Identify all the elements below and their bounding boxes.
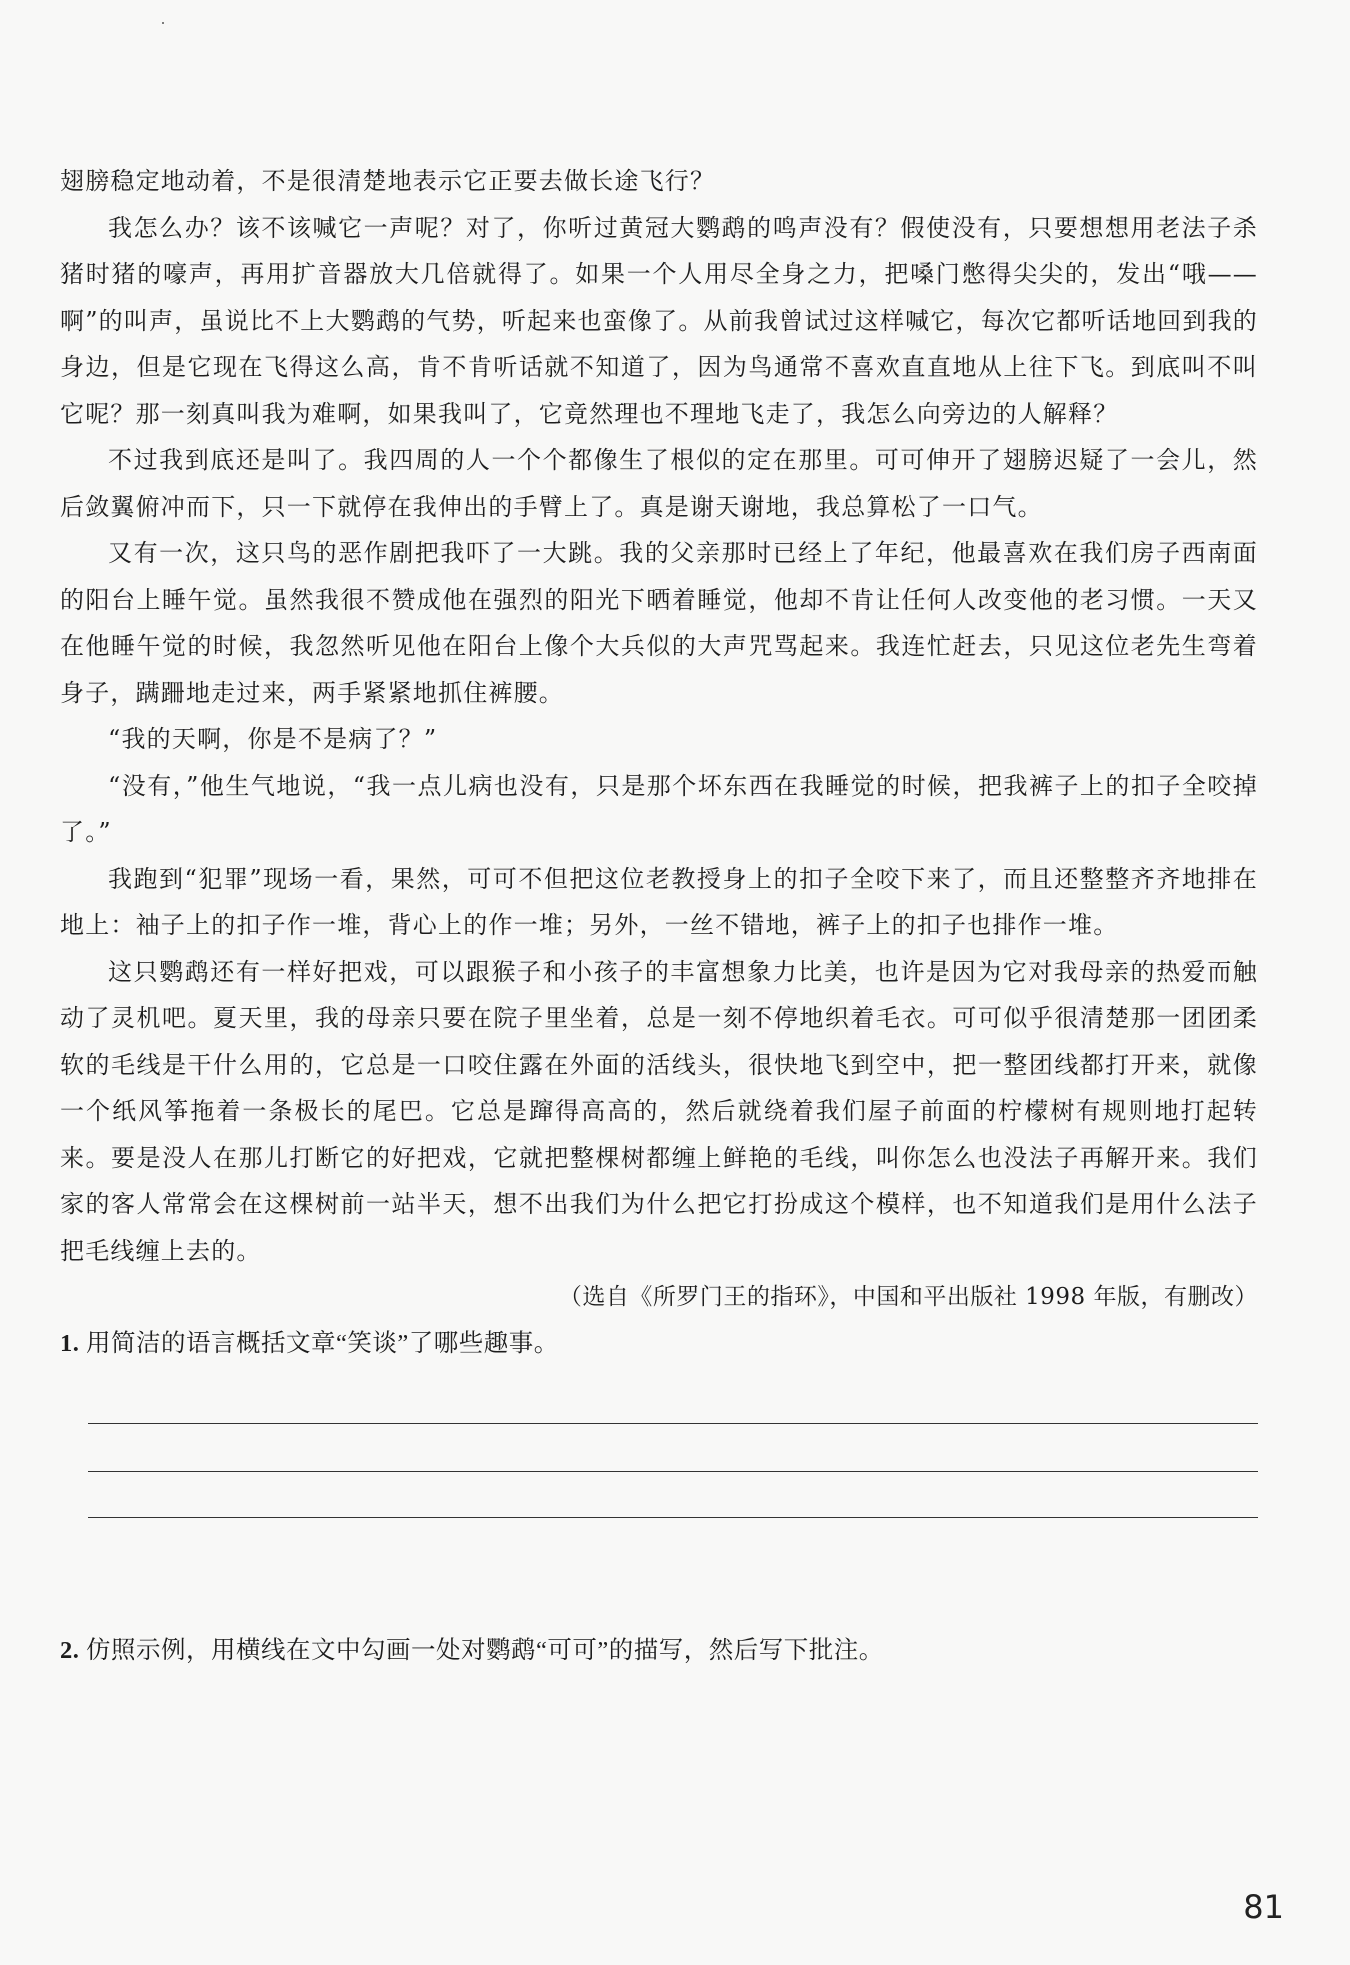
question-1 (60, 1321, 1258, 1367)
question-number: 1. (60, 1329, 80, 1357)
paragraph: 我跑到“犯罪”现场一看，果然，可可不但把这位老教授身上的扣子全咬下来了，而且还整整齐齐地排在地上：袖子上的扣子作一堆，背心上的作一堆；另外，一丝不错地，裤子上的扣子也排作一堆。 (60, 864, 1258, 939)
paragraph: 我怎么办？该不该喊它一声呢？对了，你听过黄冠大鹦鹉的鸣声没有？假使没有，只要想想用老法子杀猪时猪的嚎声，再用扩音器放大几倍就得了。如果一个人用尽全身之力，把嗓门憋得尖尖的，发出“哦——啊”的叫声，虽说比不上大鹦鹉的气势，听起来也蛮像了。从前我曾试过这样喊它，每次它都听话地回到我的身边，但是它现在飞得这么高，肯不肯听话就不知道了，因为鸟通常不喜欢直直地从上往下飞。到底叫不叫它呢？那一刻真叫我为难啊，如果我叫了，它竟然理也不理地飞走了，我怎么向旁边的人解释？ (60, 213, 1258, 428)
answer-line[interactable] (88, 1471, 1258, 1472)
paragraph: “没有，”他生气地说，“我一点儿病也没有，只是那个坏东西在我睡觉的时候，把我裤子上的扣子全咬掉了。” (60, 771, 1258, 846)
page-number: 81 (1243, 1888, 1284, 1926)
question-2 (60, 1628, 1258, 1674)
source-citation: （选自《所罗门王的指环》，中国和平出版社 1998 年版，有删改） (558, 1284, 1258, 1310)
paragraph: 这只鹦鹉还有一样好把戏，可以跟猴子和小孩子的丰富想象力比美，也许是因为它对我母亲的热爱而触动了灵机吧。夏天里，我的母亲只要在院子里坐着，总是一刻不停地织着毛衣。可可似乎很清楚那一团团柔软的毛线是干什么用的，它总是一口咬住露在外面的活线头，很快地飞到空中，把一整团线都打开来，就像一个纸风筝拖着一条极长的尾巴。它总是蹿得高高的，然后就绕着我们屋子前面的柠檬树有规则地打起转来。要是没人在那儿打断它的好把戏，它就把整棵树都缠上鲜艳的毛线，叫你怎么也没法子再解开来。我们家的客人常常会在这棵树前一站半天，想不出我们为什么把它打扮成这个模样，也不知道我们是用什么法子把毛线缠上去的。 (60, 957, 1258, 1265)
answer-line[interactable] (88, 1517, 1258, 1518)
question-text: 仿照示例，用横线在文中勾画一处对鹦鹉“可可”的描写，然后写下批注。 (86, 1637, 884, 1664)
question-2-block (60, 1628, 1258, 1674)
answer-line[interactable] (88, 1423, 1258, 1424)
question-text: 用简洁的语言概括文章“笑谈”了哪些趣事。 (86, 1329, 559, 1357)
question-number: 2. (60, 1637, 80, 1664)
answer-area-1[interactable] (60, 1371, 1258, 1519)
paragraph: 不过我到底还是叫了。我四周的人一个个都像生了根似的定在那里。可可伸开了翅膀迟疑了一会儿，然后敛翼俯冲而下，只一下就停在我伸出的手臂上了。真是谢天谢地，我总算松了一口气。 (60, 446, 1258, 521)
passage (60, 158, 1258, 1519)
paragraph: 翅膀稳定地动着，不是很清楚地表示它正要去做长途飞行？ (60, 167, 716, 195)
paragraph: 又有一次，这只鸟的恶作剧把我吓了一大跳。我的父亲那时已经上了年纪，他最喜欢在我们房子西南面的阳台上睡午觉。虽然我很不赞成他在强烈的阳光下晒着睡觉，他却不肯让任何人改变他的老习惯。一天又在他睡午觉的时候，我忽然听见他在阳台上像个大兵似的大声咒骂起来。我连忙赶去，只见这位老先生弯着身子，蹒跚地走过来，两手紧紧地抓住裤腰。 (60, 539, 1258, 707)
scan-speck (162, 22, 164, 24)
paragraph: “我的天啊，你是不是病了？” (108, 725, 438, 753)
